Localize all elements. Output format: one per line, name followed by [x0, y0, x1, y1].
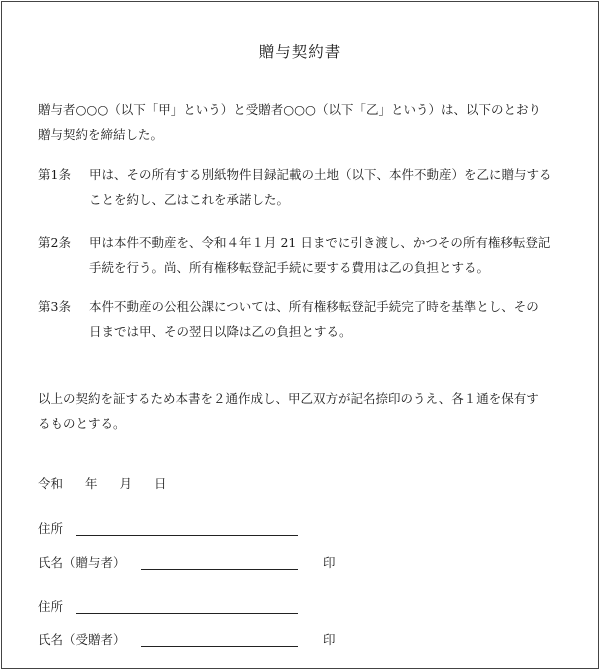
donee-address-label: 住所	[38, 599, 64, 614]
donee-name-field[interactable]	[141, 646, 298, 647]
article-2-line-2: 手続を行う。尚、所有権移転登記手続に要する費用は乙の負担とする。	[89, 260, 490, 275]
closing-paragraph	[38, 386, 568, 436]
article-3	[38, 294, 568, 344]
closing-line-1: 以上の契約を証するため本書を２通作成し、甲乙双方が記名捺印のうえ、各１通を保有す	[38, 391, 539, 406]
document-title: 贈与契約書	[258, 43, 342, 61]
closing-line-2: るものとする。	[38, 416, 126, 431]
article-1-body	[89, 162, 568, 212]
intro-line-2: 贈与契約を締結した。	[38, 127, 164, 142]
intro-line-1: 贈与者○○○（以下「甲」という）と受贈者○○○（以下「乙」という）は、以下のとおり	[38, 102, 541, 117]
intro-paragraph	[38, 97, 568, 147]
donor-name-label: 氏名（贈与者）	[38, 555, 126, 570]
date-day: 日	[154, 476, 167, 491]
article-3-body	[89, 294, 568, 344]
date-era: 令和	[38, 476, 64, 491]
donee-name-label: 氏名（受贈者）	[38, 632, 126, 647]
article-2-body	[89, 230, 568, 280]
article-2	[38, 230, 568, 280]
donor-seal-mark: 印	[323, 555, 336, 570]
article-1-label: 第1条	[38, 167, 71, 182]
article-2-line-1: 甲は本件不動産を、令和４年１月 21 日までに引き渡し、かつその所有権移転登記	[89, 235, 551, 250]
date-month: 月	[119, 476, 133, 491]
article-1-line-2: ことを約し、乙はこれを承諾した。	[89, 192, 290, 207]
date-year: 年	[85, 476, 98, 491]
contract-page	[1, 1, 599, 669]
article-1	[38, 162, 568, 212]
donee-address-field[interactable]	[76, 613, 298, 614]
article-3-label: 第3条	[38, 299, 71, 314]
article-3-line-1: 本件不動産の公租公課については、所有権移転登記手続完了時を基準とし、その	[89, 299, 539, 314]
article-3-line-2: 日までは甲、その翌日以降は乙の負担とする。	[89, 324, 352, 339]
donee-seal-mark: 印	[323, 632, 336, 647]
article-1-line-1: 甲は、その所有する別紙物件目録記載の土地（以下、本件不動産）を乙に贈与する	[89, 167, 552, 182]
donor-name-field[interactable]	[141, 569, 298, 570]
date-line	[38, 474, 167, 492]
article-2-label: 第2条	[38, 235, 71, 250]
donor-address-field[interactable]	[76, 535, 298, 536]
donor-address-label: 住所	[38, 521, 64, 536]
